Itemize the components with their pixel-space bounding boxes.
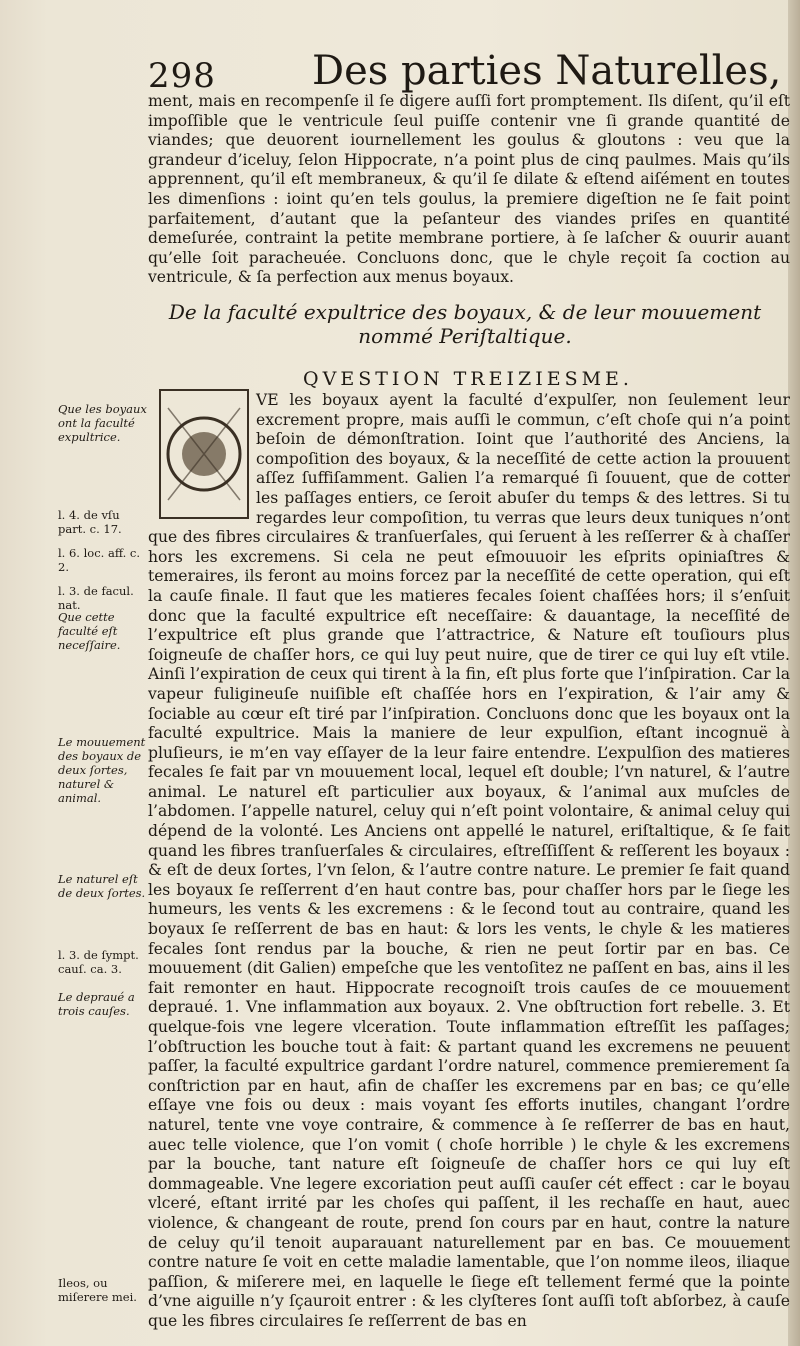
- top-paragraph-block: [148, 92, 790, 288]
- page-header: [0, 48, 800, 98]
- question-heading: QVESTION TREIZIESME.: [303, 368, 633, 390]
- margin-note: l. 4. de vſu part. c. 17.: [58, 508, 122, 536]
- margin-note: Que cette faculté eſt neceſſaire.: [58, 610, 121, 652]
- margin-note: l. 6. loc. aff. c. 2.: [58, 546, 140, 574]
- margin-note: Le mouuement des boyaux de deux ſortes, naturel & animal.: [58, 735, 146, 805]
- page-number: 298: [148, 56, 216, 96]
- margin-note: l. 3. de ſympt. cauſ. ca. 3.: [58, 948, 139, 976]
- running-title: Des parties Naturelles,: [312, 48, 782, 94]
- margin-note: Que les boyaux ont la faculté expultrice.: [58, 402, 147, 444]
- section-title: De la faculté expultrice des boyaux, & de leur mouuement nommé Periſtaltique.: [168, 300, 762, 348]
- margin-note: l. 3. de facul. nat.: [58, 584, 134, 612]
- margin-note: Le depraué a trois cauſes.: [58, 990, 135, 1018]
- margin-note: Ileos, ou miſerere mei.: [58, 1276, 137, 1304]
- margin-note: Le naturel eſt de deux ſortes.: [58, 872, 146, 900]
- drop-initial-space: [148, 391, 256, 509]
- top-paragraph: ment, mais en recompenſe il ſe digere auſſi fort promptement. Ils diſent, qu’il eſt impoſſible que le ventricule ſeul puiſſe contenir vne ſi grande quantité de viandes; que deuorent iournellement les goulus & gloutons : veu que la grandeur d’iceluy, ſelon Hippocrate, n’a point plus de cinq paulmes. Mais qu’ils apprennent, qu’il eſt membraneux, & qu’il ſe dilate & eſtend aiſément en toutes les dimenſions : ioint qu’en tels goulus, la premiere digeſtion ne ſe fait point parfaitement, d’autant que la peſanteur des viandes priſes en quantité demeſurée, contraint la petite membrane portiere, à ſe laſcher & ouurir auant qu’elle ſoit paracheuée. Concluons donc, que le chyle reçoit ſa coction au ventricule, & ſa perfection aux menus boyaux.: [148, 92, 790, 287]
- main-paragraph: VE les boyaux ayent la faculté d’expulſer, non ſeulement leur excrement propre, mais auſſi le commun, c’eſt choſe qui n’a point beſoin de démonſtration. Ioint que l’authorité des Anciens, la compoſition des boyaux, & la neceſſité de cette action la prouuent aſſez ſuffiſamment. Galien l’a remarqué ſi ſouuent, que de cotter les paſſages entiers, ce ſeroit abuſer du temps & des lettres. Si tu regardes leur compoſition, tu verras que leurs deux tuniques n’ont que des fibres circulaires & tranſuerſales, qui ſeruent à les reſſerrer & à chaſſer hors les excremens. Si cela ne peut eſmouuoir les eſprits opiniaſtres & temeraires, ils feront au moins forcez par la neceſſité de cette operation, qui eſt la cauſe finale. Il faut que les matieres fecales ſoient chaſſées hors; il s’enſuit donc que la faculté expultrice eſt neceſſaire: & dauantage, la neceſſité de l’expultrice eſt plus grande que l’attractrice, & Nature eſt touſiours plus ſoigneuſe de chaſſer hors, ce qui luy peut nuire, que de tirer ce qui luy eſt vtile. Ainſi l’expiration de ceux qui tirent à la fin, eſt plus forte que l’inſpiration. Car la vapeur fuligineuſe nuiſible eſt chaſſée hors en l’expiration, & l’air amy & ſociable au cœur eſt tiré par l’inſpiration. Concluons donc que les boyaux ont la faculté expultrice. Mais la maniere de leur expulſion, eſtant incognuë à pluſieurs, ie m’en vay eſſayer de la leur faire entendre. L’expulſion des matieres fecales ſe fait par vn mouuement local, lequel eſt double; l’vn naturel, & l’autre animal. Le naturel eſt particulier aux boyaux, & l’animal aux muſcles de l’abdomen. I’appelle naturel, celuy qui n’eſt point volontaire, & animal celuy qui dépend de la volonté. Les Anciens ont appellé le naturel, eriſtaltique, & ſe fait quand les fibres tranſuerſales & circulaires, eſtreſſiſſent & reſſerent les boyaux : & eſt de deux ſortes, l’vn ſelon, & l’autre contre nature. Le premier ſe fait quand les boyaux ſe reſſerrent d’en haut contre bas, pour chaſſer hors par le ſiege les humeurs, les vents & les excremens : & le ſecond tout au contraire, quand les boyaux ſe reſſerrent de bas en haut: & lors les vents, le chyle & les matieres fecales ſont rendus par la bouche, & rien ne peut ſortir par en bas. Ce mouuement (dit Galien) empeſche que les ventoſitez ne paſſent en bas, ains il les fait remonter en haut. Hippocrate recognoiſt trois cauſes de ce mouuement depraué. 1. Vne inflammation aux boyaux. 2. Vne obſtruction fort rebelle. 3. Et quelque-fois vne legere vlceration. Toute inflammation eſtreſſit les paſſages; l’obſtruction les bouche tout à fait: & partant quand les excremens ne peuuent paſſer, la faculté expultrice gardant l’ordre naturel, commence premierement ſa conſtriction par en haut, afin de chaſſer les excremens par en bas; ce qu’elle eſſaye vne fois ou deux : mais voyant ſes efforts inutiles, changant l’ordre naturel, tente vne voye contraire, & commence à ſe reſſerrer de bas en haut, auec telle violence, que l’on vomit ( choſe horrible ) le chyle & les excremens par la bouche, tant nature eſt ſoigneuſe de chaſſer hors ce qui luy eſt dommageable. Vne legere excoriation peut auſſi cauſer cét effect : car le boyau vlceré, eſtant irrité par les choſes qui paſſent, il les rechaſſe en haut, auec violence, & changeant de route, prend ſon cours par en haut, contre la nature de celuy qu’il tenoit auparauant naturellement par en bas. Ce mouuement contre nature ſe voit en cette maladie lamentable, que l’on nomme ileos, iliaque paſſion, & miſerere mei, en laquelle le ſiege eſt tellement fermé que la pointe d’vne aiguille n’y ſçauroit entrer : & les clyſteres ſont auſſi toſt abſorbez, à cauſe que les fibres circulaires ſe reſſerrent de bas en: [148, 391, 790, 1330]
- main-text-block: [148, 391, 790, 1332]
